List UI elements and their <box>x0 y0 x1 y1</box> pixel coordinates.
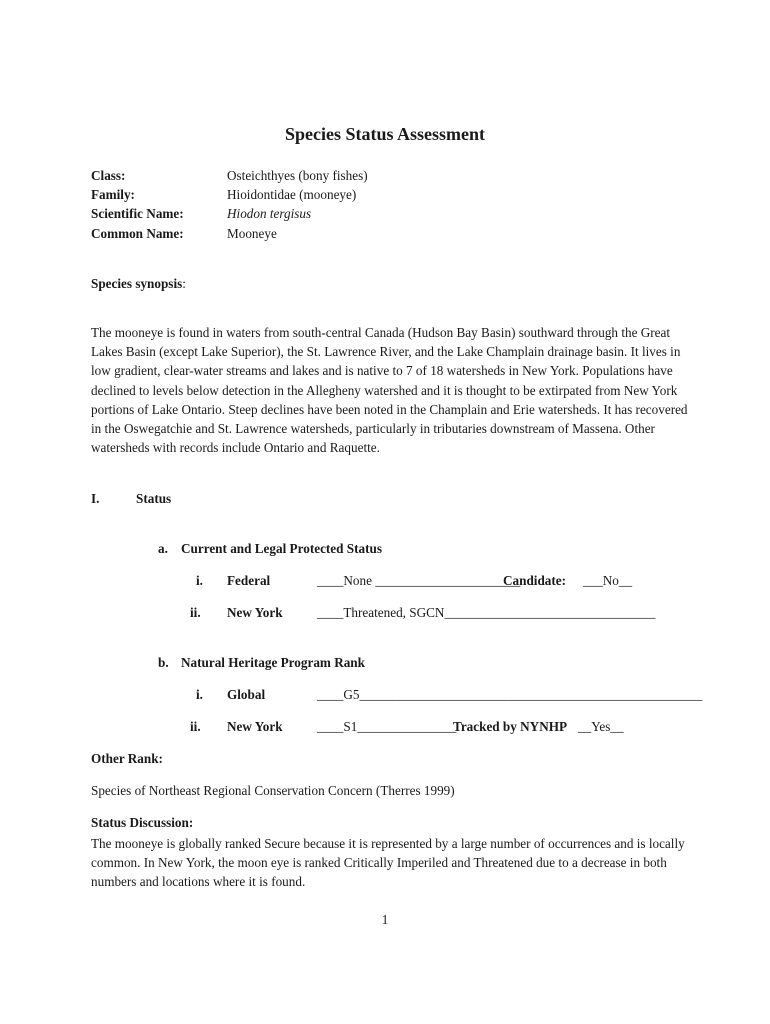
federal-label: Federal <box>227 573 271 588</box>
global-value: ____G5____________________________________________________ <box>317 687 703 702</box>
status-discussion-heading: Status Discussion: <box>91 815 194 830</box>
common-name-value: Mooneye <box>227 226 277 241</box>
global-label: Global <box>227 687 266 702</box>
class-label: Class: <box>91 168 126 183</box>
ny-status-num: ii. <box>190 605 201 620</box>
synopsis-paragraph: The mooneye is found in waters from south-central Canada (Hudson Bay Basin) southward through the Great Lakes Basin (except Lake Superior), the St. Lawrence River, and the Lake Champlain drainage basin. It lives in low gradient, clear-water streams and lakes and is native to 7 of 18 watersheds in New York. Populations have declined to levels below detection in the Allegheny watershed and it is thought to be extirpated from New York portions of Lake Ontario. Steep declines have been noted in the Champlain and Erie watersheds. It has recovered in the Oswegatchie and St. Lawrence watersheds, particularly in tributaries downstream of Massena. Other watersheds with records include Ontario and Raquette. <box>91 325 688 456</box>
ny-rank-label: New York <box>227 719 283 734</box>
synopsis-heading <box>91 276 186 292</box>
page-title: Species Status Assessment <box>284 124 485 144</box>
ny-rank-value: ____S1_______________ <box>317 719 457 734</box>
family-label: Family: <box>91 187 135 202</box>
synopsis-colon: : <box>182 276 186 291</box>
common-name-label: Common Name: <box>91 226 184 241</box>
status-discussion-paragraph: The mooneye is globally ranked Secure because it is represented by a large number of occurrences and is locally common. In New York, the moon eye is ranked Critically Imperiled and Threatened due to a decrease in both numbers and locations where it is found. <box>91 836 685 890</box>
ny-status-label: New York <box>227 605 283 620</box>
scientific-name-label: Scientific Name: <box>91 206 184 221</box>
federal-num: i. <box>196 573 203 588</box>
class-value: Osteichthyes (bony fishes) <box>227 168 368 183</box>
global-num: i. <box>196 687 203 702</box>
candidate-value: ___No__ <box>583 573 633 588</box>
federal-value: ____None ______________________ <box>317 573 521 588</box>
subsection-a-marker: a. <box>158 541 168 556</box>
other-rank-text: Species of Northeast Regional Conservation Concern (Therres 1999) <box>91 783 455 798</box>
candidate-label: Candidate: <box>503 573 567 588</box>
ny-status-value: ____Threatened, SGCN________________________________ <box>317 605 656 620</box>
ny-rank-num: ii. <box>190 719 201 734</box>
subsection-b-heading: Natural Heritage Program Rank <box>181 655 365 670</box>
section-heading: Status <box>136 491 172 506</box>
tracked-value: __Yes__ <box>578 719 624 734</box>
synopsis-heading-text: Species synopsis <box>91 276 183 291</box>
scientific-name-value: Hiodon tergisus <box>227 206 312 221</box>
subsection-b-marker: b. <box>158 655 169 670</box>
page-number: 1 <box>381 912 389 927</box>
family-value: Hioidontidae (mooneye) <box>227 187 357 202</box>
subsection-a-heading: Current and Legal Protected Status <box>181 541 382 556</box>
tracked-label: Tracked by NYNHP <box>453 719 568 734</box>
section-numeral: I. <box>91 491 100 506</box>
other-rank-heading: Other Rank: <box>91 751 163 766</box>
